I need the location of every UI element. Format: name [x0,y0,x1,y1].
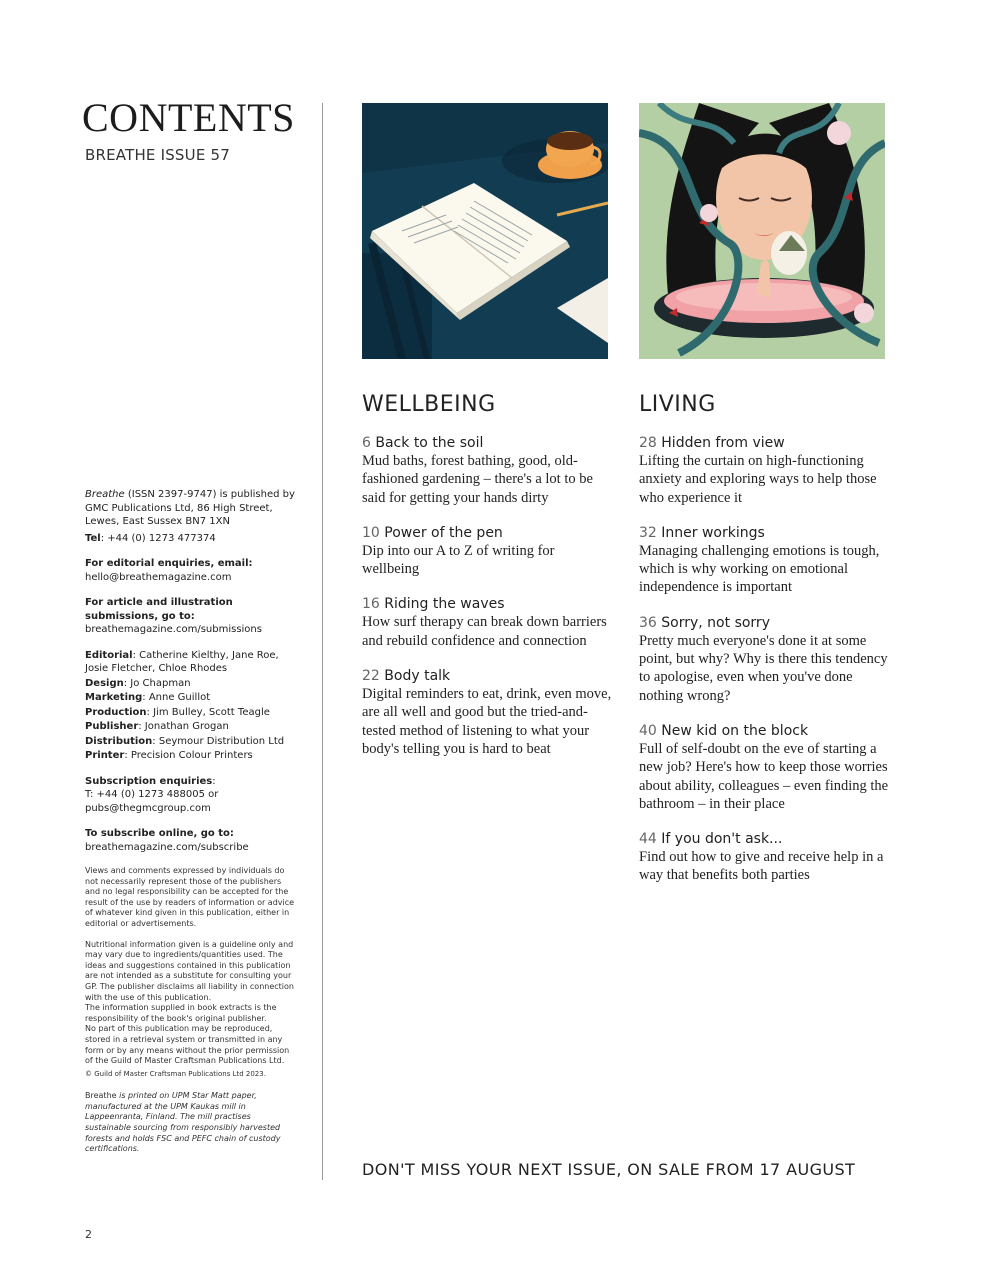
living-illustration [639,103,885,359]
section-title-living: LIVING [639,392,716,417]
tel-label: Tel [85,532,101,544]
disclaimer-text: Views and comments expressed by individuals do not necessarily represent those of the publishers and no legal responsibility can be accepted for the result of the use by readers of information or advice of whatever kind given in this publication, either in editorial or advertisements. [85,866,295,928]
subscribe-url[interactable]: breathemagazine.com/subscribe [85,841,249,853]
article-title: If you don't ask... [661,831,783,848]
contents-entry[interactable] [639,524,899,597]
article-title: Power of the pen [384,524,503,541]
article-description: Full of self-doubt on the eve of starting a new job? Here's how to keep those worries about ability, colleagues – even finding the bathroom – in their place [639,740,889,812]
credit-line: Distribution: Seymour Distribution Ltd [85,735,285,747]
contents-entry[interactable] [639,830,899,885]
article-description: Lifting the curtain on high-functioning anxiety and exploring ways to help those who experience it [639,453,877,506]
article-description: Mud baths, forest bathing, good, old-fashioned gardening – there's a lot to be said for getting your hands dirty [362,453,593,506]
article-title: Riding the waves [384,596,505,613]
paper-note: Breathe is printed on UPM Star Matt paper, manufactured at the UPM Kaukas mill in Lappeenranta, Finland. The mill practises sustainable sourcing from responsibly harvested forests and holds FSC and PEFC chain of custody certifications. [85,1091,281,1154]
credit-line: Editorial: Catherine Kielthy, Jane Roe, Josie Fletcher, Chloe Rhodes [85,649,279,674]
disclaimer-text: Nutritional information given is a guideline only and may vary due to ingredients/quantities used. The ideas and suggestions contained in this publication are not intended as a substitute for consulting your GP. The publisher disclaims all liability in connection with the use of this publication. [85,939,294,1002]
article-title: Sorry, not sorry [661,614,770,631]
submissions-label: For article and illustration submissions, go to: [85,597,233,622]
copyright: © Guild of Master Craftsman Publications Ltd 2023. [85,1069,266,1078]
page-number: 28 [639,435,657,451]
credit-line: Publisher: Jonathan Grogan [85,721,229,732]
tel-value: : +44 (0) 1273 477374 [100,532,216,544]
publisher-brand: Breathe [85,489,125,500]
subscription-details: T: +44 (0) 1273 488005 or pubs@thegmcgroup.com [85,789,219,814]
article-title: Back to the soil [375,435,484,451]
contents-entry[interactable] [639,434,899,507]
contents-entry[interactable] [362,667,612,758]
subscribe-online [85,827,297,854]
article-description: How surf therapy can break down barriers and rebuild confidence and connection [362,614,607,649]
page-number: 10 [362,524,380,541]
column-divider [322,103,323,1180]
page-number: 6 [362,435,371,451]
credit-line: Production: Jim Bulley, Scott Teagle [85,706,270,718]
publisher-text: (ISSN 2397-9747) is published by GMC Publications Ltd, 86 High Street, Lewes, East Sussex BN7 1XN [85,489,295,527]
article-description: Pretty much everyone's done it at some point, but why? Why is there this tendency to apologise, even when you've done nothing wrong? [639,632,888,704]
next-issue-banner: DON'T MISS YOUR NEXT ISSUE, ON SALE FROM 17 AUGUST [362,1160,856,1179]
page-number: 22 [362,668,380,685]
article-description: Managing challenging emotions is tough, which is why working on emotional independence is important [639,542,880,596]
issue-label: BREATHE ISSUE 57 [85,146,230,164]
article-description: Find out how to give and receive help in a way that benefits both parties [639,849,884,884]
editorial-email[interactable]: hello@breathemagazine.com [85,571,232,583]
legal-disclaimer [85,866,297,1155]
page-number: 36 [639,614,657,631]
disclaimer-text: No part of this publication may be reproduced, stored in a retrieval system or transmitted in any form or by any means without the prior permission of the Guild of Master Craftsman Publications Ltd. [85,1024,290,1066]
credit-line: Design: Jo Chapman [85,677,191,689]
page-number: 32 [639,524,657,541]
page-number: 44 [639,831,657,848]
publisher-info [85,488,297,545]
subscription-label: Subscription enquiries [85,775,213,787]
page-number: 16 [362,596,380,613]
article-title: Body talk [384,668,451,685]
page-title: CONTENTS [82,95,295,140]
editorial-label: For editorial enquiries, email: [85,558,253,569]
disclaimer-text: The information supplied in book extracts is the responsibility of the book's original publisher. [85,1003,277,1023]
wellbeing-section [362,392,612,775]
submissions-url[interactable]: breathemagazine.com/submissions [85,624,262,635]
page-number: 40 [639,722,657,739]
contents-entry[interactable] [639,722,899,813]
contents-entry[interactable] [362,524,612,579]
article-title: Inner workings [661,524,765,541]
contents-entry[interactable] [362,434,612,507]
section-title-wellbeing: WELLBEING [362,392,496,417]
subscribe-online-label: To subscribe online, go to: [85,828,234,839]
credit-line: Marketing: Anne Guillot [85,692,211,703]
submissions-info [85,596,297,637]
contents-entry[interactable] [639,614,899,705]
wellbeing-illustration [362,103,608,359]
subscription-enquiries: Subscription enquiries: T: +44 (0) 1273 488005 or pubs@thegmcgroup.com [85,775,297,816]
credit-line: Printer: Precision Colour Printers [85,750,253,761]
living-section [639,392,899,902]
imprint-column [85,488,297,1155]
article-description: Digital reminders to eat, drink, even move, are all well and good but the tried-and-tested method of listening to what your body's telling you is hard to beat [362,686,612,757]
credits-list [85,649,297,763]
article-description: Dip into our A to Z of writing for wellbeing [362,542,555,578]
folio-page-number: 2 [85,1228,92,1241]
article-title: Hidden from view [661,435,785,451]
editorial-enquiries [85,557,297,584]
article-title: New kid on the block [661,722,809,739]
contents-entry[interactable] [362,595,612,650]
